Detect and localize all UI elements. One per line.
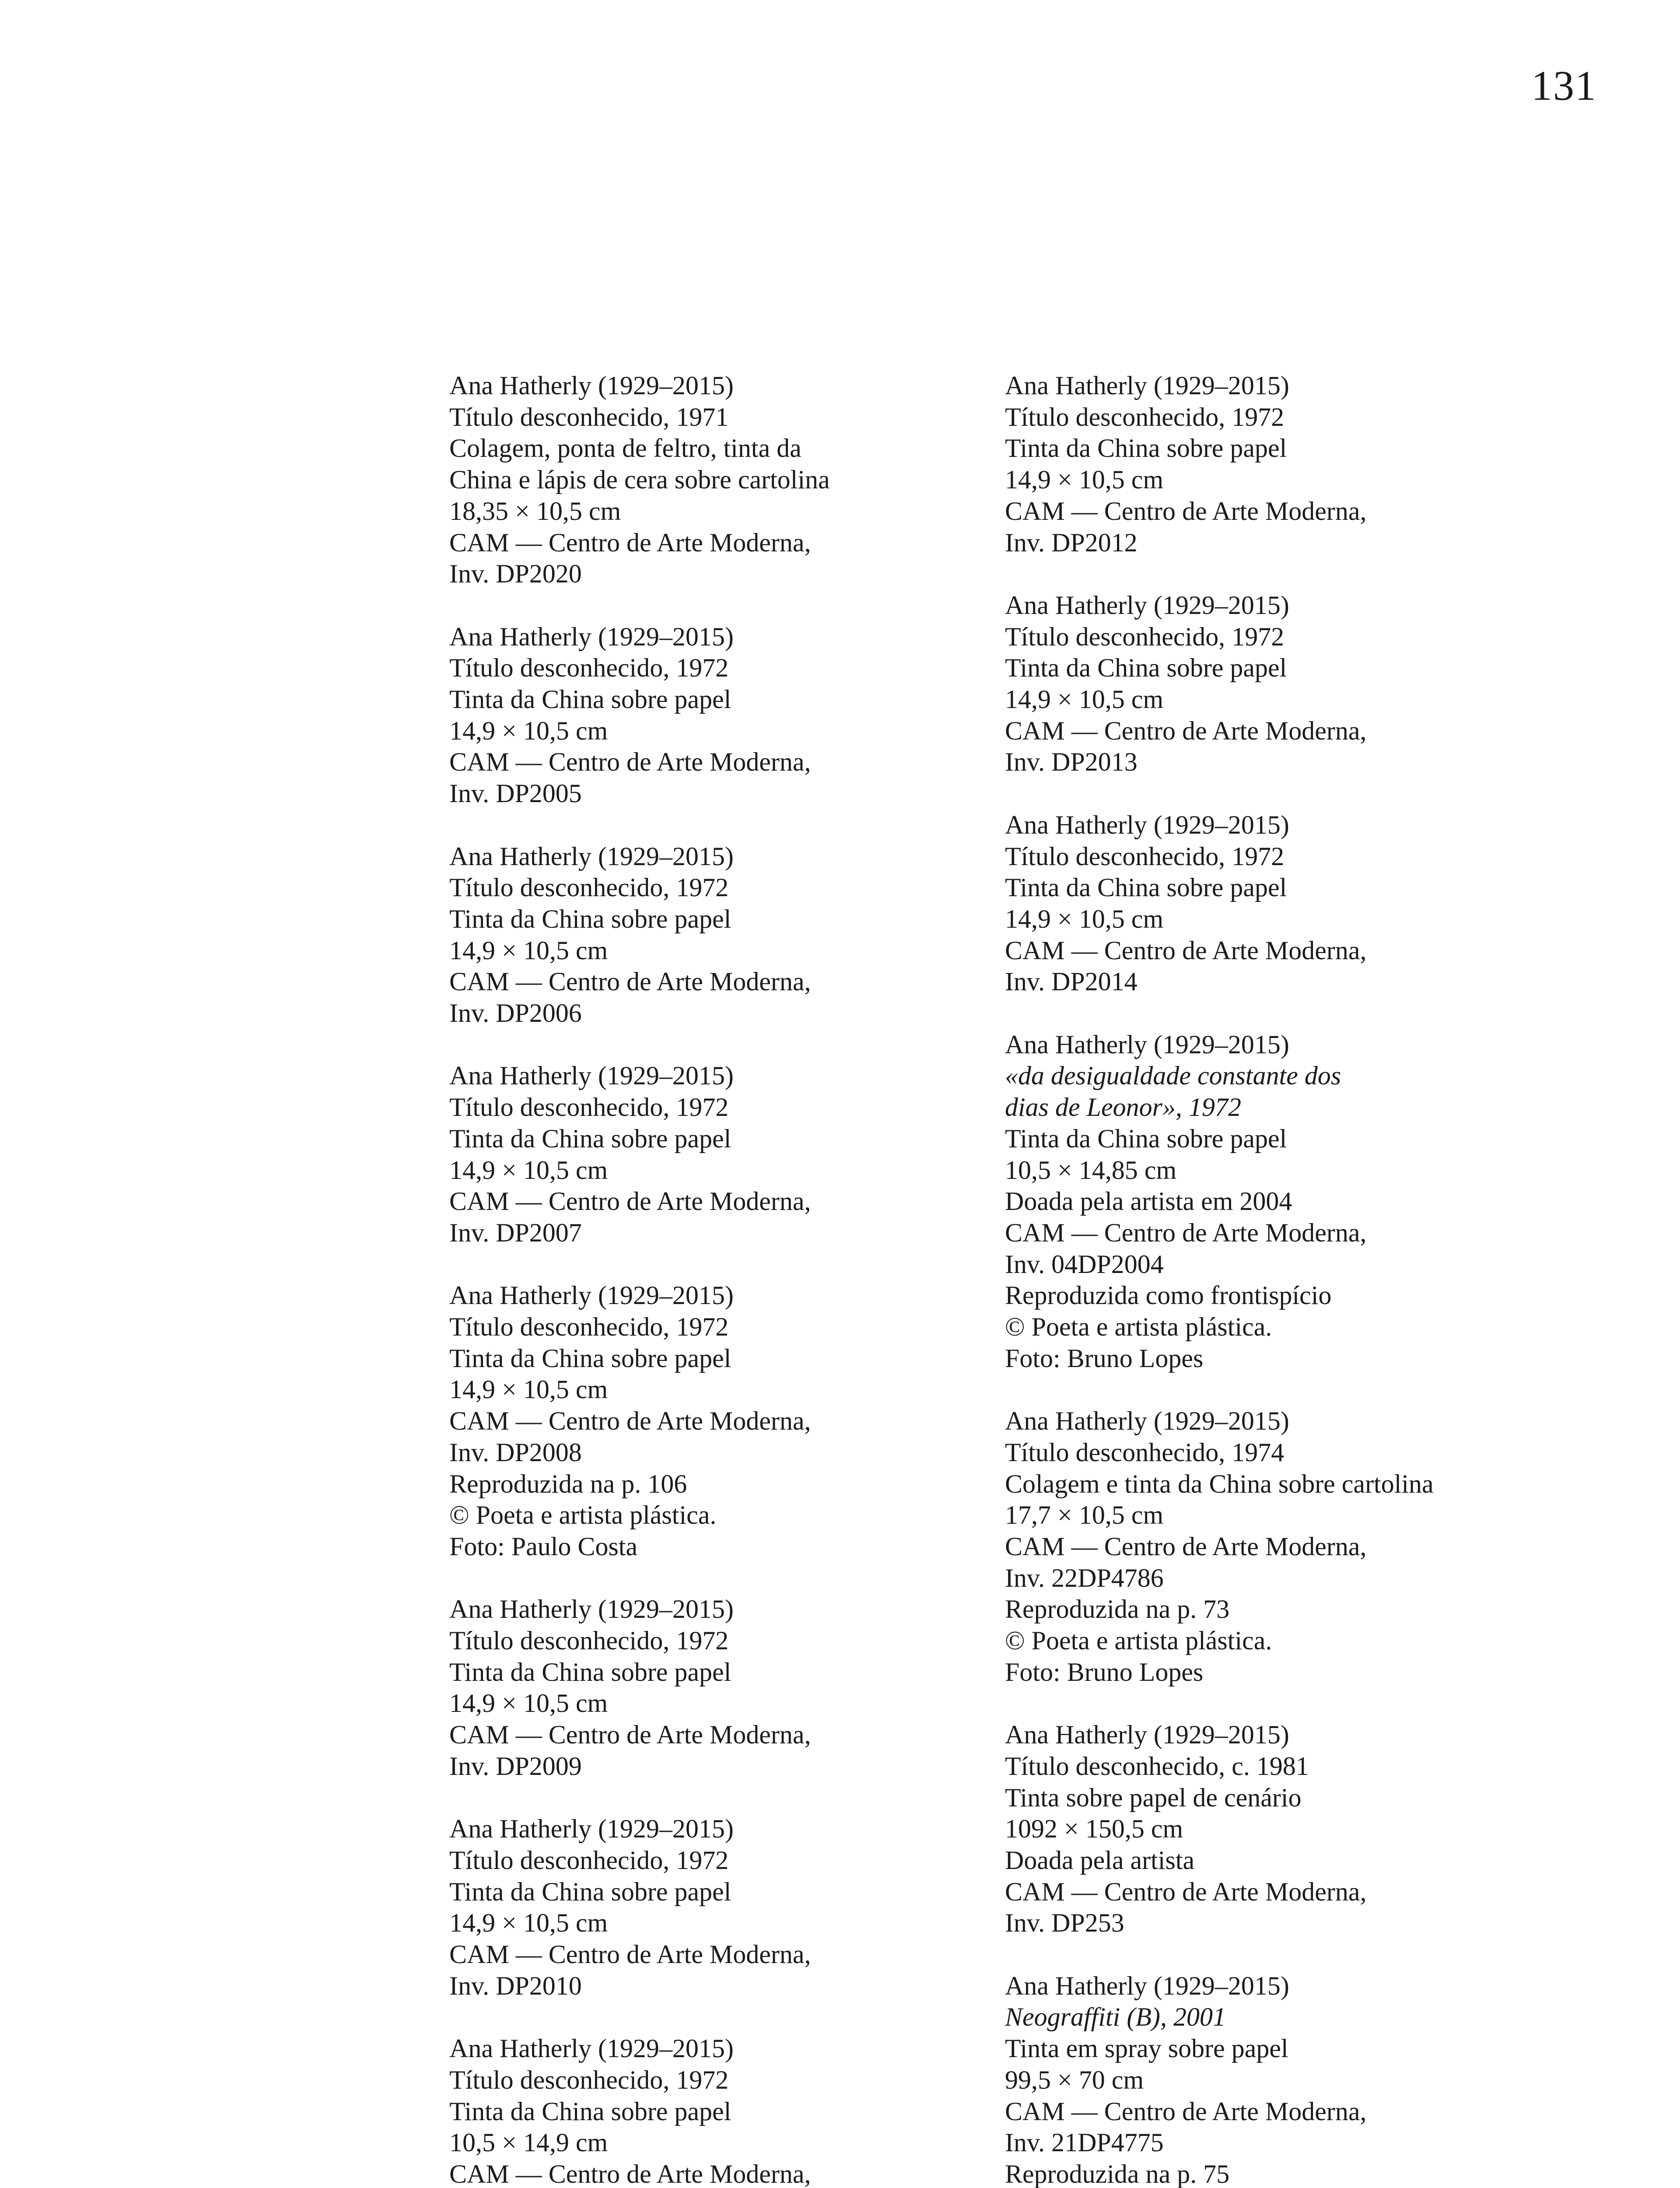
artist-line: Ana Hatherly (1929–2015) bbox=[1005, 810, 1289, 839]
medium-line: Tinta da China sobre papel bbox=[449, 1657, 732, 1687]
dimensions-line: 99,5 × 70 cm bbox=[1005, 2065, 1144, 2094]
captions-column-left bbox=[449, 370, 1001, 2188]
photo-credit-line: Foto: Bruno Lopes bbox=[1005, 1657, 1204, 1687]
dimensions-line: 1092 × 150,5 cm bbox=[1005, 1814, 1183, 1844]
inventory-line: Inv. DP2014 bbox=[1005, 967, 1138, 996]
artist-line: Ana Hatherly (1929–2015) bbox=[1005, 371, 1289, 400]
photo-credit-line: Foto: Bruno Lopes bbox=[1005, 1343, 1204, 1373]
inventory-line: Inv. 04DP2004 bbox=[1005, 1249, 1164, 1279]
medium-line: Tinta em spray sobre papel bbox=[1005, 2034, 1288, 2063]
artist-line: Ana Hatherly (1929–2015) bbox=[449, 1814, 734, 1844]
donation-line: Doada pela artista bbox=[1005, 1845, 1195, 1875]
dimensions-line: 14,9 × 10,5 cm bbox=[449, 1155, 608, 1185]
page-number: 131 bbox=[1531, 62, 1597, 109]
reproduction-line: Reproduzida na p. 106 bbox=[449, 1469, 687, 1498]
artwork-caption bbox=[449, 841, 1001, 1029]
collection-line: CAM — Centro de Arte Moderna, bbox=[1005, 496, 1367, 526]
title-line: Título desconhecido, 1974 bbox=[1005, 1438, 1284, 1467]
reproduction-line: Reproduzida na p. 73 bbox=[1005, 1595, 1230, 1624]
medium-line: Colagem e tinta da China sobre cartolina bbox=[1005, 1469, 1434, 1498]
medium-line: Tinta da China sobre papel bbox=[1005, 653, 1287, 683]
medium-line: Tinta da China sobre papel bbox=[1005, 434, 1287, 463]
photo-credit-line: Foto: Paulo Costa bbox=[449, 1532, 638, 1561]
inventory-line: Inv. 21DP4775 bbox=[1005, 2128, 1164, 2157]
collection-line: CAM — Centro de Arte Moderna, bbox=[1005, 1532, 1367, 1561]
inventory-line: Inv. DP2013 bbox=[1005, 747, 1138, 777]
dimensions-line: 14,9 × 10,5 cm bbox=[1005, 904, 1164, 933]
title-line: Título desconhecido, 1972 bbox=[1005, 402, 1284, 431]
collection-line: CAM — Centro de Arte Moderna, bbox=[449, 747, 811, 777]
artwork-caption bbox=[449, 1280, 1001, 1562]
collection-line: CAM — Centro de Arte Moderna, bbox=[1005, 716, 1367, 745]
artwork-caption bbox=[1005, 1406, 1600, 1688]
title-line: Título desconhecido, 1972 bbox=[449, 1312, 729, 1342]
artist-line: Ana Hatherly (1929–2015) bbox=[1005, 1720, 1289, 1750]
artwork-caption bbox=[1005, 810, 1600, 998]
inventory-line: Inv. DP2010 bbox=[449, 1971, 582, 2000]
medium-line: Tinta da China sobre papel bbox=[449, 1124, 732, 1153]
artist-line: Ana Hatherly (1929–2015) bbox=[1005, 1971, 1289, 2000]
artist-line: Ana Hatherly (1929–2015) bbox=[1005, 1030, 1289, 1059]
medium-line: Tinta da China sobre papel bbox=[449, 1877, 732, 1906]
title-line: Título desconhecido, 1972 bbox=[449, 1845, 729, 1875]
dimensions-line: 17,7 × 10,5 cm bbox=[1005, 1501, 1164, 1530]
medium-line: Tinta da China sobre papel bbox=[449, 685, 732, 714]
title-line: dias de Leonor», 1972 bbox=[1005, 1093, 1241, 1122]
artist-line: Ana Hatherly (1929–2015) bbox=[449, 1595, 734, 1624]
collection-line: CAM — Centro de Arte Moderna, bbox=[1005, 936, 1367, 965]
dimensions-line: 14,9 × 10,5 cm bbox=[449, 1689, 608, 1718]
dimensions-line: 14,9 × 10,5 cm bbox=[1005, 685, 1164, 714]
artist-line: Ana Hatherly (1929–2015) bbox=[1005, 590, 1289, 620]
medium-line: Tinta da China sobre papel bbox=[1005, 873, 1287, 902]
title-line: Título desconhecido, 1972 bbox=[449, 653, 729, 683]
collection-line: CAM — Centro de Arte Moderna, bbox=[449, 1406, 811, 1436]
title-line: Título desconhecido, 1972 bbox=[449, 2065, 729, 2094]
dimensions-line: 18,35 × 10,5 cm bbox=[449, 496, 621, 526]
inventory-line: Inv. DP253 bbox=[1005, 1908, 1124, 1938]
artwork-caption bbox=[449, 1060, 1001, 1248]
artist-line: Ana Hatherly (1929–2015) bbox=[449, 2034, 734, 2063]
medium-line: Tinta da China sobre papel bbox=[449, 1343, 732, 1373]
inventory-line: Inv. DP2020 bbox=[449, 559, 582, 589]
artist-line: Ana Hatherly (1929–2015) bbox=[449, 371, 734, 400]
artwork-caption bbox=[449, 2033, 1001, 2188]
dimensions-line: 10,5 × 14,85 cm bbox=[1005, 1155, 1177, 1185]
dimensions-line: 14,9 × 10,5 cm bbox=[449, 1375, 608, 1404]
title-line: Título desconhecido, 1972 bbox=[449, 1093, 729, 1122]
artwork-caption bbox=[1005, 590, 1600, 778]
copyright-line: © Poeta e artista plástica. bbox=[1005, 1626, 1272, 1655]
artwork-caption bbox=[1005, 1971, 1600, 2188]
inventory-line: Inv. DP2009 bbox=[449, 1751, 582, 1781]
reproduction-line: Reproduzida na p. 75 bbox=[1005, 2159, 1230, 2188]
medium-line: Colagem, ponta de feltro, tinta da bbox=[449, 434, 802, 463]
artist-line: Ana Hatherly (1929–2015) bbox=[449, 1061, 734, 1090]
title-line: Título desconhecido, 1972 bbox=[449, 873, 729, 902]
collection-line: CAM — Centro de Arte Moderna, bbox=[449, 1187, 811, 1216]
dimensions-line: 14,9 × 10,5 cm bbox=[449, 1908, 608, 1938]
collection-line: CAM — Centro de Arte Moderna, bbox=[449, 528, 811, 557]
medium-line: Tinta da China sobre papel bbox=[449, 904, 732, 933]
collection-line: CAM — Centro de Arte Moderna, bbox=[449, 2159, 811, 2188]
artwork-caption bbox=[1005, 1029, 1600, 1375]
artwork-caption bbox=[449, 1594, 1001, 1782]
title-line: Título desconhecido, 1972 bbox=[1005, 842, 1284, 871]
artwork-caption bbox=[449, 370, 1001, 590]
medium-line: Tinta da China sobre papel bbox=[1005, 1124, 1287, 1153]
title-line: «da desigualdade constante dos bbox=[1005, 1061, 1341, 1090]
artwork-caption bbox=[449, 1813, 1001, 2002]
artist-line: Ana Hatherly (1929–2015) bbox=[1005, 1406, 1289, 1436]
inventory-line: Inv. DP2008 bbox=[449, 1438, 582, 1467]
title-line: Título desconhecido, 1971 bbox=[449, 402, 729, 431]
collection-line: CAM — Centro de Arte Moderna, bbox=[449, 1720, 811, 1750]
inventory-line: Inv. DP2012 bbox=[1005, 528, 1138, 557]
inventory-line: Inv. DP2007 bbox=[449, 1218, 582, 1247]
title-line: Título desconhecido, 1972 bbox=[449, 1626, 729, 1655]
collection-line: CAM — Centro de Arte Moderna, bbox=[1005, 2097, 1367, 2126]
collection-line: CAM — Centro de Arte Moderna, bbox=[1005, 1877, 1367, 1906]
title-line: Título desconhecido, c. 1981 bbox=[1005, 1751, 1309, 1781]
donation-line: Doada pela artista em 2004 bbox=[1005, 1187, 1292, 1216]
inventory-line: Inv. 22DP4786 bbox=[1005, 1563, 1164, 1592]
medium-line: Tinta da China sobre papel bbox=[449, 2097, 732, 2126]
dimensions-line: 14,9 × 10,5 cm bbox=[449, 716, 608, 745]
artwork-caption bbox=[1005, 370, 1600, 558]
title-line: Neograffiti (B), 2001 bbox=[1005, 2002, 1226, 2032]
dimensions-line: 14,9 × 10,5 cm bbox=[1005, 465, 1164, 494]
copyright-line: © Poeta e artista plástica. bbox=[449, 1501, 717, 1530]
inventory-line: Inv. DP2006 bbox=[449, 999, 582, 1028]
artwork-caption bbox=[449, 621, 1001, 810]
artist-line: Ana Hatherly (1929–2015) bbox=[449, 1281, 734, 1310]
dimensions-line: 14,9 × 10,5 cm bbox=[449, 936, 608, 965]
dimensions-line: 10,5 × 14,9 cm bbox=[449, 2128, 608, 2157]
artist-line: Ana Hatherly (1929–2015) bbox=[449, 622, 734, 651]
collection-line: CAM — Centro de Arte Moderna, bbox=[449, 1940, 811, 1969]
inventory-line: Inv. DP2005 bbox=[449, 779, 582, 808]
title-line: Título desconhecido, 1972 bbox=[1005, 622, 1284, 651]
medium-line: Tinta sobre papel de cenário bbox=[1005, 1783, 1302, 1812]
artist-line: Ana Hatherly (1929–2015) bbox=[449, 842, 734, 871]
collection-line: CAM — Centro de Arte Moderna, bbox=[1005, 1218, 1367, 1247]
medium-line: China e lápis de cera sobre cartolina bbox=[449, 465, 830, 494]
artwork-caption bbox=[1005, 1719, 1600, 1939]
captions-column-right bbox=[1005, 370, 1600, 2188]
reproduction-line: Reproduzida como frontispício bbox=[1005, 1281, 1332, 1310]
copyright-line: © Poeta e artista plástica. bbox=[1005, 1312, 1272, 1342]
collection-line: CAM — Centro de Arte Moderna, bbox=[449, 967, 811, 996]
